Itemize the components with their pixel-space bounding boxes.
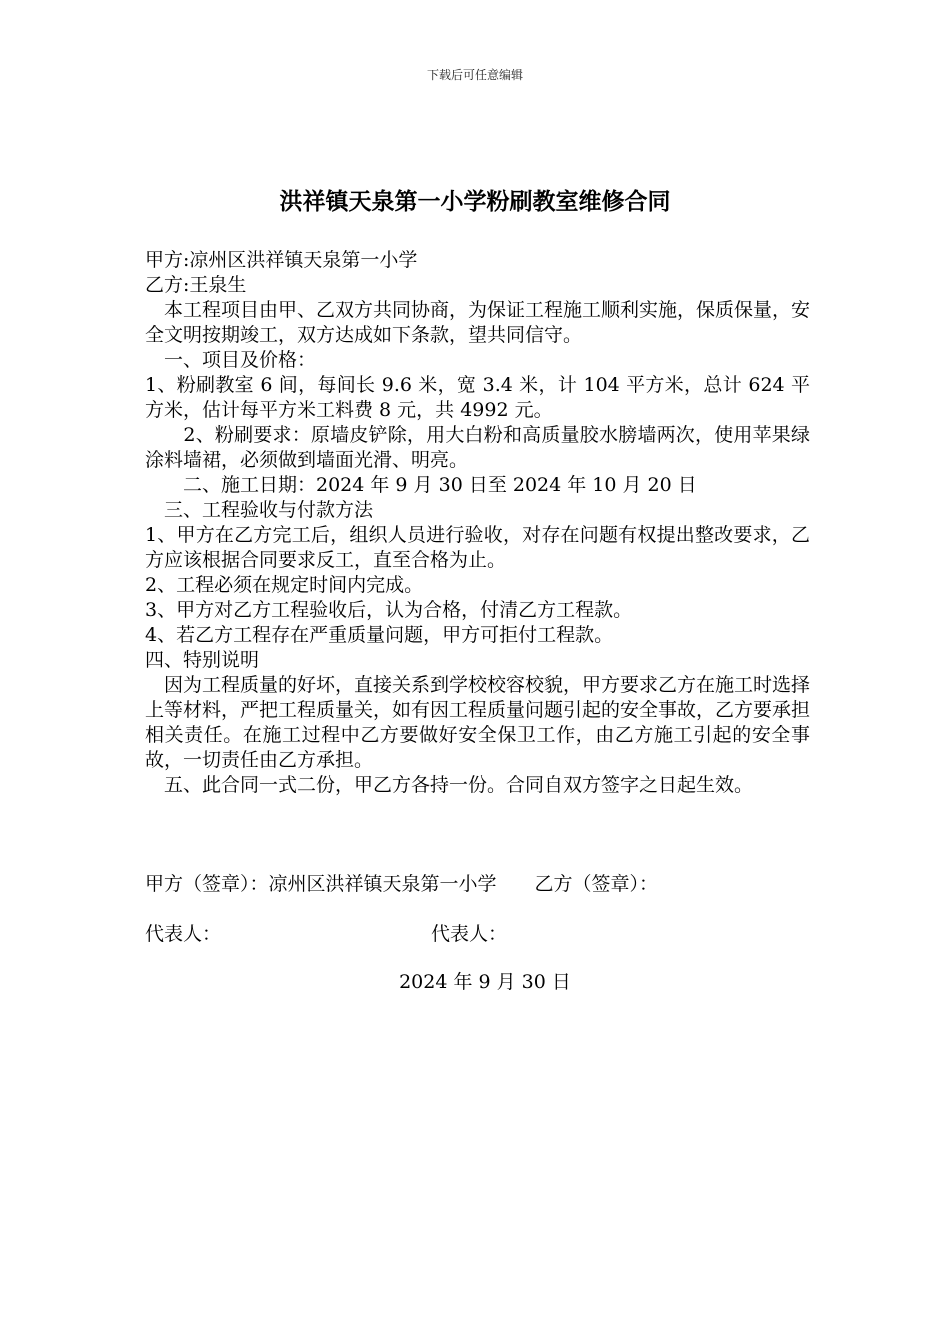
party-a-signature: 甲方（签章）：凉州区洪祥镇天泉第一小学: [145, 873, 497, 895]
party-b-line: 乙方:王泉生: [145, 274, 247, 296]
section-heading-2: 二、施工日期：2024 年 9 月 30 日至 2024 年 10 月 20 日: [145, 474, 697, 496]
party-b-representative: 代表人：: [431, 923, 508, 945]
clause-3-2: 2、工程必须在规定时间内完成。: [145, 574, 424, 596]
section-5: 五、此合同一式二份，甲乙方各持一份。合同自双方签字之日起生效。: [145, 774, 754, 796]
contract-body: [145, 248, 810, 798]
representative-row: [145, 922, 810, 947]
party-b-signature: 乙方（签章）：: [534, 873, 659, 895]
party-a-line: 甲方:凉州区洪祥镇天泉第一小学: [145, 249, 418, 271]
signature-row: [145, 872, 810, 897]
section-heading-4: 四、特别说明: [145, 649, 260, 671]
contract-title: 洪祥镇天泉第一小学粉刷教室维修合同: [279, 189, 671, 215]
section-heading-3: 三、工程验收与付款方法: [145, 499, 374, 521]
clause-3-3: 3、甲方对乙方工程验收后，认为合格，付清乙方工程款。: [145, 599, 633, 621]
clause-1-1: 1、粉刷教室 6 间，每间长 9.6 米，宽 3.4 米，计 104 平方米，总计 624 平方米，估计每平方米工料费 8 元，共 4992 元。: [145, 374, 810, 421]
party-a-representative: 代表人：: [145, 923, 222, 945]
clause-1-2: 2、粉刷要求：原墙皮铲除，用大白粉和高质量胶水膀墙两次，使用苹果绿涂料墙裙，必须做到墙面光滑、明亮。: [145, 424, 810, 471]
clause-3-1: 1、甲方在乙方完工后，组织人员进行验收，对存在问题有权提出整改要求，乙方应该根据合同要求反工，直至合格为止。: [145, 524, 810, 571]
header-note: 下载后可任意编辑: [426, 68, 523, 82]
signing-date: 2024 年 9 月 30 日: [399, 971, 571, 993]
section-heading-1: 一、项目及价格：: [145, 349, 317, 371]
clause-3-4: 4、若乙方工程存在严重质量问题，甲方可拒付工程款。: [145, 624, 614, 646]
special-note: 因为工程质量的好坏，直接关系到学校校容校貌，甲方要求乙方在施工时选择上等材料，严把工程质量关，如有因工程质量问题引起的安全事故，乙方要承担相关责任。在施工过程中乙方要做好安全保卫工作，由乙方施工引起的安全事故，一切责任由乙方承担。: [145, 674, 811, 771]
intro-paragraph: 本工程项目由甲、乙双方共同协商，为保证工程施工顺利实施，保质保量，安全文明按期竣工，双方达成如下条款，望共同信守。: [145, 299, 811, 346]
